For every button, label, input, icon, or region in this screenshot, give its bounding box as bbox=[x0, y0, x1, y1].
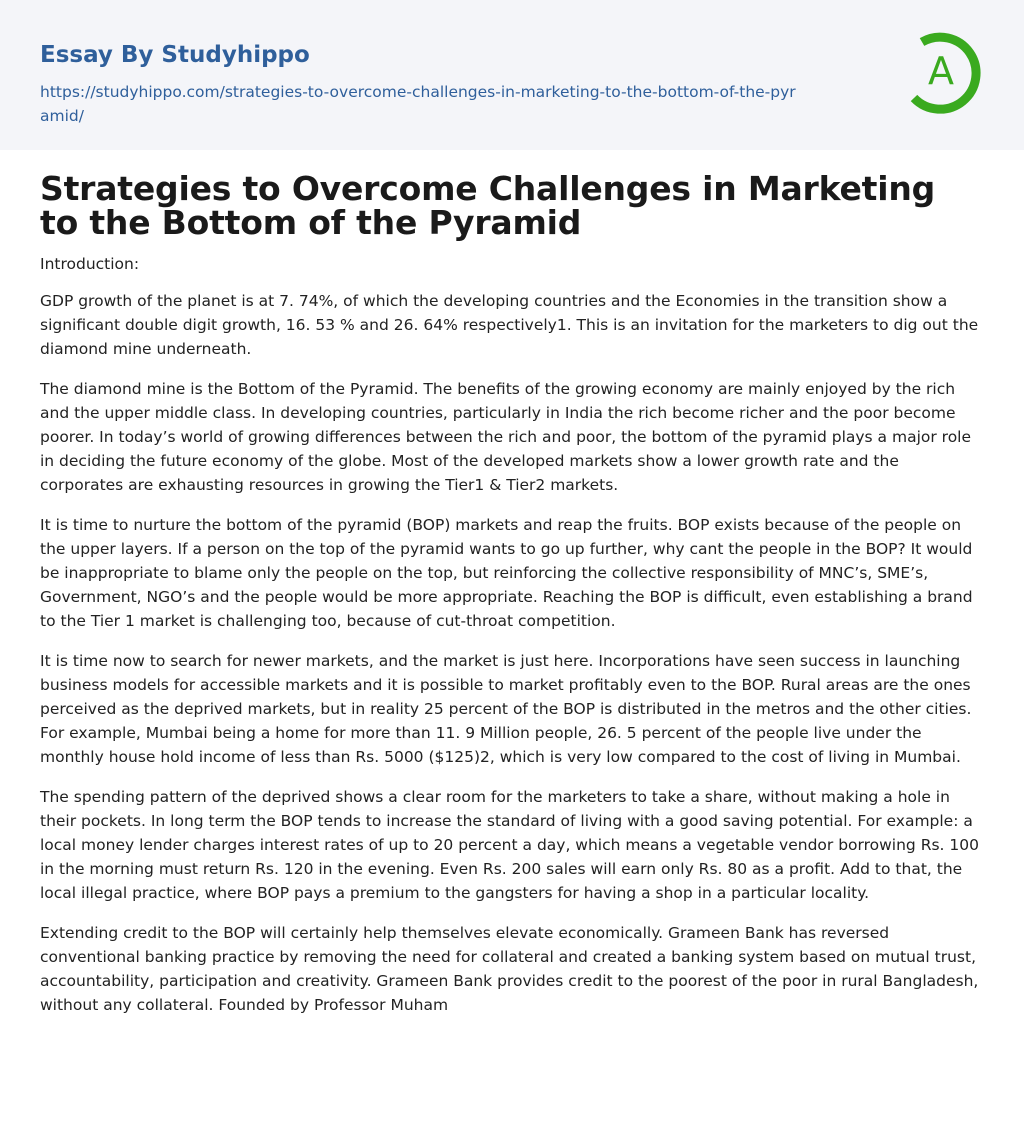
essay-paragraph-2: The diamond mine is the Bottom of the Pyramid. The benefits of the growing economy are mainly enjoyed by the rich and the upper middle class. In developing countries, particularly in India the rich become richer and the poor become poorer. In today’s world of growing differences between the rich and poor, the bottom of the pyramid plays a major role in deciding the future economy of the globe. Most of the developed markets show a lower growth rate and the corporates are exhausting resources in growing the Tier1 & Tier2 markets. bbox=[40, 380, 972, 494]
essay-paragraph-5: The spending pattern of the deprived shows a clear room for the marketers to take a share, without making a hole in their pockets. In long term the BOP tends to increase the standard of living with a good saving potential. For example: a local money lender charges interest rates of up to 20 percent a day, which means a vegetable vendor borrowing Rs. 100 in the morning must return Rs. 120 in the evening. Even Rs. 200 sales will earn only Rs. 80 as a profit. Add to that, the local illegal practice, where BOP pays a premium to the gangsters for having a shop in a particular locality. bbox=[40, 788, 979, 902]
essay-paragraph-1: GDP growth of the planet is at 7. 74%, of which the developing countries and the Economies in the transition show a significant double digit growth, 16. 53 % and 26. 64% respectively1. This is an invitation for the marketers to dig out the diamond mine underneath. bbox=[40, 292, 979, 358]
essay-title: Strategies to Overcome Challenges in Marketing to the Bottom of the Pyramid bbox=[40, 169, 936, 242]
essay-paragraph-4: It is time now to search for newer markets, and the market is just here. Incorporations have seen success in launching business models for accessible markets and it is possible to market profitably even to the BOP. Rural areas are the ones perceived as the deprived markets, but in reality 25 percent of the BOP is distributed in the metros and the other cities. For example, Mumbai being a home for more than 11. 9 Million people, 26. 5 percent of the people live under the monthly house hold income of less than Rs. 5000 ($125)2, which is very low compared to the cost of living in Mumbai. bbox=[40, 652, 972, 766]
introduction-label: Introduction: bbox=[40, 255, 140, 273]
studyhippo-logo-icon[interactable] bbox=[900, 28, 986, 114]
essay-content bbox=[0, 150, 1024, 1017]
logo-letter: A bbox=[928, 49, 954, 93]
essay-paragraph-6: Extending credit to the BOP will certainly help themselves elevate economically. Grameen Bank has reversed conventional banking practice by removing the need for collateral and created a banking system based on mutual trust, accountability, participation and creativity. Grameen Bank provides credit to the poorest of the poor in rural Bangladesh, without any collateral. Founded by Professor Muham bbox=[40, 924, 979, 1014]
essay-paragraph-3: It is time to nurture the bottom of the pyramid (BOP) markets and reap the fruits. BOP exists because of the people on the upper layers. If a person on the top of the pyramid wants to go up further, why cant the people in the BOP? It would be inappropriate to blame only the people on the top, but reinforcing the collective responsibility of MNC’s, SME’s, Government, NGO’s and the people would be more appropriate. Reaching the BOP is difficult, even establishing a brand to the Tier 1 market is challenging too, because of cut-throat competition. bbox=[40, 516, 973, 630]
source-url-link[interactable]: https://studyhippo.com/strategies-to-overcome-challenges-in-marketing-to-the-bottom-of-the-pyramid/ bbox=[40, 83, 796, 125]
brand-title[interactable]: Essay By Studyhippo bbox=[40, 42, 310, 68]
site-header bbox=[0, 0, 1024, 150]
